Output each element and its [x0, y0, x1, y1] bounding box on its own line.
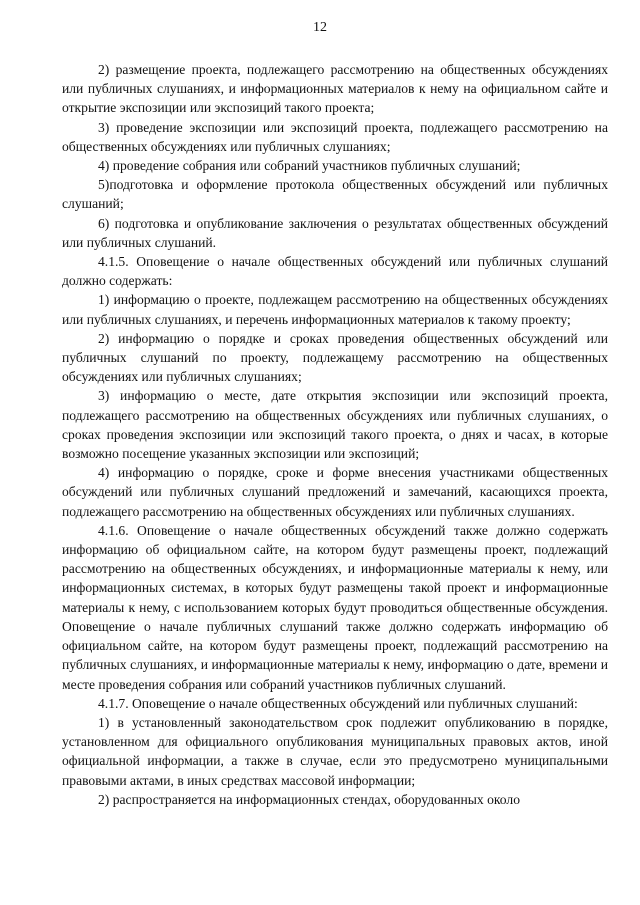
- document-body: [62, 60, 608, 809]
- paragraph: 4) информацию о порядке, сроке и форме внесения участниками общественных обсуждений или публичных слушаний предложений и замечаний, касающихся проекта, подлежащего рассмотрению на общественных обсуждениях или публичных слушаниях.: [62, 465, 608, 519]
- paragraph: 1) информацию о проекте, подлежащем рассмотрению на общественных обсуждениях или публичных слушаниях, и перечень информационных материалов к такому проекту;: [62, 292, 608, 327]
- page-number: 12: [313, 20, 327, 35]
- section-paragraph: 4.1.6. Оповещение о начале общественных обсуждений также должно содержать информацию об официальном сайте, на котором будут размещены проект, подлежащий рассмотрению на общественных обсуждениях, и информационные материалы к нему, или информационных системах, в которых будут размещены такой проект и информационные материалы к нему, с использованием которых будут проводиться общественные обсуждения. Оповещение о начале публичных слушаний также должно содержать информацию об официальном сайте, на котором будут размещены проект, подлежащий рассмотрению на публичных слушаниях, и информационные материалы к нему, информацию о дате, времени и месте проведения собрания или собраний участников публичных слушаний.: [62, 522, 608, 692]
- section-paragraph: 4.1.7. Оповещение о начале общественных обсуждений или публичных слушаний:: [98, 695, 578, 711]
- paragraph: 6) подготовка и опубликование заключения о результатах общественных обсуждений или публичных слушаний.: [62, 215, 608, 250]
- paragraph: 3) информацию о месте, дате открытия экспозиции или экспозиций проекта, подлежащего рассмотрению на общественных обсуждениях или публичных слушаниях, о сроках проведения экспозиции или экспозиций такого проекта, о днях и часах, в которые возможно посещение указанных экспозиции или экспозиций;: [62, 388, 608, 462]
- paragraph: 5)подготовка и оформление протокола общественных обсуждений или публичных слушаний;: [62, 177, 608, 212]
- paragraph: 2) информацию о порядке и сроках проведения общественных обсуждений или публичных слушаний по проекту, подлежащему рассмотрению на общественных обсуждениях или публичных слушаниях;: [62, 330, 608, 385]
- paragraph: 4) проведение собрания или собраний участников публичных слушаний;: [98, 158, 521, 174]
- paragraph: 2) распространяется на информационных стендах, оборудованных около: [98, 791, 521, 807]
- paragraph: 3) проведение экспозиции или экспозиций проекта, подлежащего рассмотрению на общественных обсуждениях или публичных слушаниях;: [62, 119, 608, 154]
- paragraph: 1) в установленный законодательством срок подлежит опубликованию в порядке, установленном для официального опубликования муниципальных правовых актов, иной официальной информации, а также в случае, если это предусмотрено муниципальными правовыми актами, в иных средствах массовой информации;: [62, 714, 608, 788]
- paragraph: 2) размещение проекта, подлежащего рассмотрению на общественных обсуждениях или публичных слушаниях, и информационных материалов к нему на официальном сайте и открытие экспозиции или экспозиций такого проекта;: [62, 62, 608, 116]
- section-paragraph: 4.1.5. Оповещение о начале общественных обсуждений или публичных слушаний должно содержать:: [62, 254, 608, 289]
